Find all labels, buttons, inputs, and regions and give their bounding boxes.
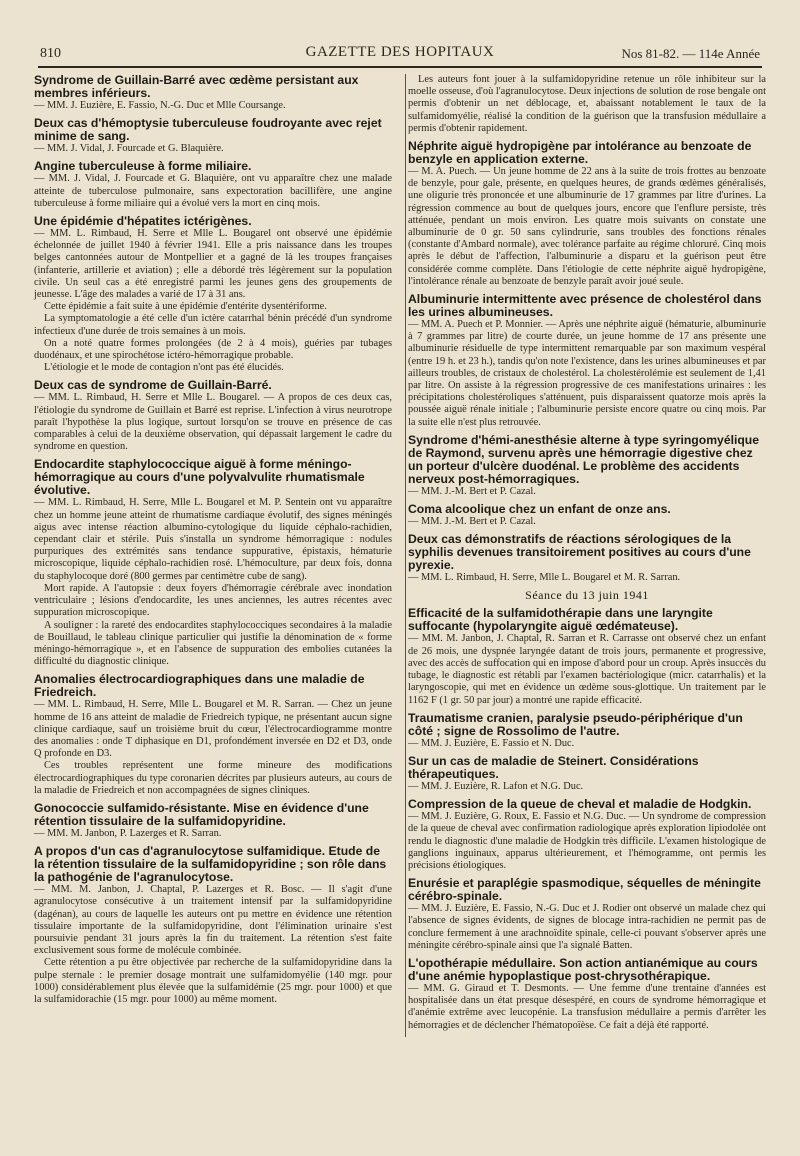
article — [34, 673, 392, 797]
article-paragraph: Ces troubles représentent une forme mineure des modifications électrocardiographiques du type coronarien décrites par plusieurs auteurs, au cours de la maladie de Friedreich et non accompagnées de signes cliniques. — [34, 760, 392, 796]
article-title: Coma alcoolique chez un enfant de onze ans. — [408, 502, 671, 517]
article — [34, 458, 392, 668]
article-paragraph: — MM. J.-M. Bert et P. Cazal. — [408, 485, 536, 497]
article — [34, 845, 392, 1006]
article — [408, 589, 766, 602]
issue-number: Nos 81-82. — 114e Année — [621, 46, 760, 61]
article-title: Gonococcie sulfamido-résistante. Mise en évidence d'une rétention tissulaire de la sulfamidopyridine. — [34, 800, 369, 828]
article — [408, 877, 766, 952]
article-title: Endocardite staphylococcique aiguë à forme méningo-hémorragique au cours d'une polyvalvulite rhumatismale évolutive. — [34, 457, 365, 498]
column-divider — [405, 74, 406, 1037]
article — [408, 607, 766, 706]
article-paragraph: A souligner : la rareté des endocardites staphylococciques secondaires à la maladie de Bouillaud, le tableau clinique particulier qui justifie la dénomination de « forme méningo-hémorragique », et en l'absence de suppuration des embolies cutanées la difficulté du diagnostic clinique. — [34, 619, 392, 668]
article — [408, 533, 766, 584]
article-paragraph: — MM. L. Rimbaud, H. Serre, Mlle L. Bougarel et M. P. Sentein ont vu apparaître chez un homme jeune atteint de rhumatisme cardiaque évolutif, des signes méningés aigus avec intense réaction albumino-cytologique du liquide céphalo-rachidien, cependant clair et stérile. Puis s'installa un syndrome hémorragique : nodules purpuriques des extrémités sans tendance suppurative, épistaxis, hématurie microscopique, liquide céphalo-rachidien rosé. L'hémoculture, par deux fois, donna du staphylocoque doré (800 germes par centimètre cube de sang). — [34, 497, 392, 582]
header-rule — [38, 66, 762, 68]
article-paragraph: — MM. G. Giraud et T. Desmonts. — Une femme d'une trentaine d'années est hospitalisée dans un état presque désespéré, en cours de syndrome hémorragique et d'anémie extrême avec leucopénie. La transfusion médullaire a permis d'arrêter les hémorragies et de déclencher l'hématopoïèse. Ce fait a déjà été rapporté. — [408, 982, 766, 1031]
article — [34, 117, 392, 155]
article-paragraph: — MM. M. Janbon, J. Chaptal, R. Sarran et R. Carrasse ont observé chez un enfant de 26 mois, une dyspnée laryngée datant de trois jours, permanente et progressive, avec des accès de suffocation qui en impose d'abord pour un croup. Après insuccès du tubage, le diagnostic est rétabli par l'examen bactériologique (micr. catarrhalis) et la laryngoscopie, qui met en évidence un œdème sous-glottique. Un traitement par le 1162 F (1 gr. 50 par jour) a montré une rapide efficacité. — [408, 633, 766, 706]
article-title: Syndrome de Guillain-Barré avec œdème persistant aux membres inférieurs. — [34, 73, 359, 100]
article-title: Néphrite aiguë hydropigène par intolérance au benzoate de benzyle en application externe. — [408, 139, 752, 167]
article-paragraph: Mort rapide. A l'autopsie : deux foyers d'hémorragie cérébrale avec inondation ventriculaire ; lésions d'endocardite, les unes anciennes, les autres récentes avec suppuration microscopique. — [34, 582, 392, 619]
left-column — [34, 74, 392, 1037]
article-paragraph: La symptomatologie a été celle d'un ictère catarrhal bénin précédé d'un syndrome infectieux d'une durée de trois semaines à un mois. — [34, 313, 392, 337]
article-title: Séance du 13 juin 1941 — [525, 588, 649, 603]
article — [408, 293, 766, 429]
article-paragraph: — MM. J. Vidal, J. Fourcade et G. Blaquière. — [34, 143, 224, 155]
article — [34, 160, 392, 210]
columns — [34, 74, 766, 1037]
journal-title: GAZETTE DES HOPITAUX — [305, 44, 495, 60]
article-paragraph: Cette rétention a pu être objectivée par recherche de la sulfamidopyridine dans la pulpe sternale : le premier dosage montrait une sulfamidomyélie (140 mgr. pour 1000) considérablement plus élevée que la sulfamidémie (25 mgr. pour 1000) et que la sulfamidorachie (15 mgr. pour 1000) au même moment. — [34, 957, 392, 1005]
article — [34, 802, 392, 840]
article-paragraph: On a noté quatre formes prolongées (de 2 à 4 mois), guéries par tubages duodénaux, et une spirochétose ictéro-hémorragique probable. — [34, 337, 392, 362]
article — [34, 215, 392, 374]
article-title: A propos d'un cas d'agranulocytose sulfamidique. Etude de la rétention tissulaire de la sulfamidopyridine ; son rôle dans la pathogénie de l'agranulocytose. — [34, 844, 387, 885]
article-paragraph: — MM. J. Euzière, E. Fassio et N. Duc. — [408, 737, 575, 749]
right-column — [408, 74, 766, 1037]
article-paragraph: — MM. L. Rimbaud, H. Serre et Mlle L. Bougarel ont observé une épidémie échelonnée de juillet 1940 à février 1941. Elle a pris naissance dans les troupes belges cantonnées autour de Montpellier et a gagné de là les troupes françaises (infanterie, artillerie et aviation) ; elle a débordé très légèrement sur la population civile. Un seul cas a été enregistré parmi les jeunes gens des groupements de jeunesse. L'âge des malades a varié de 17 à 31 ans. — [34, 228, 392, 301]
article-paragraph: — MM. L. Rimbaud, H. Serre, Mlle L. Bougarel et M. R. Sarran. — Chez un jeune homme de 16 ans atteint de maladie de Friedreich typique, ne présentant aucun signe clinique cardiaque, sauf un troisième bruit du cœur, l'électrocardiogramme montre des anomalies : onde T diphasique en D1, profondément inversée en D2 et D3, onde Q profonde en D3. — [34, 699, 392, 760]
article — [408, 957, 766, 1032]
article-paragraph: — MM. J. Euzière, G. Roux, E. Fassio et N.G. Duc. — Un syndrome de compression de la queue de cheval avec confirmation radiologique après exploration lipiodolée ont rendu le diagnostic d'une maladie de Hodgkin très difficile. L'examen histologique de ganglions inguinaux, apparus ultérieurement, et l'hémogramme, ont permis les précisions étiologiques. — [408, 811, 766, 871]
article-paragraph: — MM. L. Rimbaud, H. Serre, Mlle L. Bougarel et M. R. Sarran. — [408, 572, 681, 584]
article-paragraph: — MM. J. Euzière, E. Fassio, N.-G. Duc et J. Rodier ont observé un malade chez qui l'absence de signes évidents, de signes de blocage intra-rachidien ne permit pas de conclure fermement à une arachnoïdite spinale, celle-ci pouvant s'observer après une méningite cérébro-spinale ainsi que l'a signalé Batten. — [408, 903, 766, 951]
article-paragraph: — MM. J. Vidal, J. Fourcade et G. Blaquière, ont vu apparaître chez une malade atteinte de tuberculose pulmonaire, sans expectoration bacillifère, une angine tuberculeuse à forme miliaire qui a évolué vers la mort en cinq mois. — [34, 173, 392, 209]
article-title: Une épidémie d'hépatites ictérigènes. — [34, 214, 252, 229]
article-paragraph: — MM. J.-M. Bert et P. Cazal. — [408, 516, 536, 528]
article — [408, 140, 766, 288]
article-paragraph: — MM. L. Rimbaud, H. Serre et Mlle L. Bougarel. — A propos de ces deux cas, l'étiologie du syndrome de Guillain et Barré est reprise. L'infection à virus neurotrope paraît l'hypothèse la plus logique, surtout lorsqu'on se trouve en présence de cas comparables à celui de la deuxième observation, qui dépassait largement le cadre du syndrome en question. — [34, 392, 392, 453]
article — [408, 503, 766, 528]
article-title: Sur un cas de maladie de Steinert. Considérations thérapeutiques. — [408, 753, 699, 781]
article-title: Deux cas démonstratifs de réactions sérologiques de la syphilis devenues transitoirement positives au cours d'une pyrexie. — [408, 532, 751, 573]
article-paragraph: Les auteurs font jouer à la sulfamidopyridine retenue un rôle inhibiteur sur la moelle osseuse, d'où l'agranulocytose. Deux injections de solution de rose bengale ont permis d'obtenir un net déblocage, et, abaissant notablement le taux de la sulfamidomyélie, réalisé la condition de la guérison que la transfusion médullaire a permis d'obtenir rapidement. — [408, 74, 766, 134]
article-title: Anomalies électrocardiographiques dans une maladie de Friedreich. — [34, 672, 365, 700]
article-paragraph: — MM. J. Euzière, E. Fassio, N.-G. Duc et Mlle Coursange. — [34, 100, 286, 111]
article — [408, 434, 766, 498]
article — [408, 755, 766, 793]
article-title: Albuminurie intermittente avec présence de cholestérol dans les urines albumineuses. — [408, 292, 762, 320]
article-paragraph: L'étiologie et le mode de contagion n'ont pas été élucidés. — [44, 362, 284, 374]
article-paragraph: — M. A. Puech. — Un jeune homme de 22 ans à la suite de trois frottes au benzoate de benzyle, pour gale, présente, en quelques heures, de grands œdèmes généralisés, une oligurie très prononcée et une albuminurie de 17 grammes par litre d'urines. La régression commence au bout de quelques jours, encore que l'enflure persiste, très atténuée, pendant un mois environ. Les quatre mois suivants on constate une albuminurie de 0 gr. 50 sans cylindrurie, sans troubles des fonctions rénales (constante d'Ambard normale), avec tolérance parfaite au régime chloruré. Cinq mois après le début de l'affection, l'albuminurie a disparu et la guérison peut être considérée comme complète. Dans l'étiologie de cette néphrite aiguë hydropigène, l'intolérance rénale au benzoate de benzyle paraît avoir joué seule. — [408, 166, 766, 287]
page-number: 810 — [40, 46, 61, 61]
article-title: Syndrome d'hémi-anesthésie alterne à type syringomyélique de Raymond, survenu après une hémorragie digestive chez un porteur d'ulcère duodénal. Le problème des accidents nerveux post-hémorragiques. — [408, 432, 760, 486]
article-paragraph: Cette épidémie a fait suite à une épidémie d'entérite dysentériforme. — [44, 301, 327, 313]
article — [408, 712, 766, 750]
article-title: Deux cas d'hémoptysie tuberculeuse foudroyante avec rejet minime de sang. — [34, 116, 382, 144]
article-title: Traumatisme cranien, paralysie pseudo-périphérique d'un côté ; signe de Rossolimo de l'autre. — [408, 710, 743, 738]
article-title: Efficacité de la sulfamidothérapie dans une laryngite suffocante (hypolaryngite aiguë œdémateuse). — [408, 606, 713, 634]
article — [408, 798, 766, 872]
article-title: L'opothérapie médullaire. Son action antianémique au cours d'une anémie hypoplastique post-chrysothérapique. — [408, 955, 758, 983]
article — [34, 379, 392, 453]
article-title: Compression de la queue de cheval et maladie de Hodgkin. — [408, 797, 752, 812]
article-paragraph: — MM. J. Euzière, R. Lafon et N.G. Duc. — [408, 780, 584, 792]
article-title: Enurésie et paraplégie spasmodique, séquelles de méningite cérébro-spinale. — [408, 876, 761, 904]
page-header — [34, 40, 766, 66]
article — [34, 74, 392, 112]
article-paragraph: — MM. A. Puech et P. Monnier. — Après une néphrite aiguë (hématurie, albuminurie à 7 grammes par litre) de courte durée, un jeune homme de 17 ans présente une albuminurie résiduelle de type intermittent remarquable par son maximum vespéral (entre 19 h. et 23 h.), tandis qu'on note l'existence, dans les urines albumineuses et par ailleurs troubles, de cristaux de cholestérol. La cholestérolémie est seulement de 1,41 par litre. On assiste à la régression progressive de ces manifestations urinaires : les précipitations cholestéroliques s'atténuent, puis disparaissent quatorze mois après la poussée aiguë rénale initiale ; l'albuminurie persiste encore quatre ou cinq mois. Par la suite elle n'est plus retrouvée. — [408, 319, 766, 428]
article-paragraph: — MM. M. Janbon, P. Lazerges et R. Sarran. — [34, 827, 222, 839]
article — [408, 74, 766, 135]
article-title: Deux cas de syndrome de Guillain-Barré. — [34, 378, 272, 393]
article-paragraph: — MM. M. Janbon, J. Chaptal, P. Lazerges et R. Bosc. — Il s'agit d'une agranulocytose consécutive à un traitement intensif par la sulfamidopyridine (dagénan), au cours de laquelle les auteurs ont pu mettre en évidence une rétention tissulaire importante de la sulfamidopyridine, dont l'élimination urinaire s'est poursuivie pendant 31 jours après la fin du traitement. La rétention s'est faite exclusivement sous forme de molécule combinée. — [34, 884, 392, 957]
article-title: Angine tuberculeuse à forme miliaire. — [34, 159, 252, 174]
